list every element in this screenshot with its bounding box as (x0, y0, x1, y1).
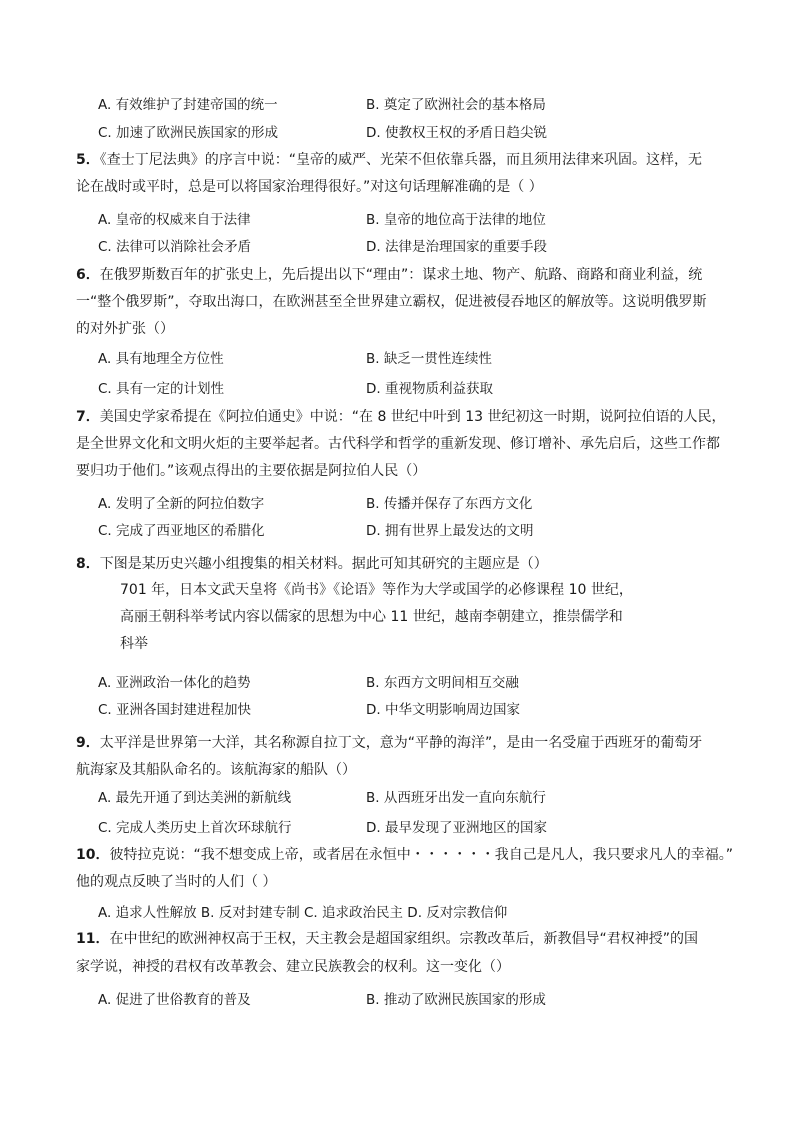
q10-number: 10． (76, 847, 110, 863)
q5-option-d: D. 法律是治理国家的重要手段 (366, 239, 547, 255)
q5-number: 5． (76, 152, 100, 168)
q8-material-line2: 高丽王朝科举考试内容以儒家的思想为中心 11 世纪，越南李朝建立，推崇儒学和 (120, 609, 623, 625)
q8-option-a: A. 亚洲政治一体化的趋势 (98, 675, 251, 691)
q5-stem-line2: 论在战时或平时，总是可以将国家治理得很好。”对这句话理解准确的是（ ） (76, 179, 543, 195)
q9-stem-line2: 航海家及其船队命名的。该航海家的船队（） (76, 762, 356, 778)
q5-stem-line1: 5．《查士丁尼法典》的序言中说：“皇帝的威严、光荣不但依靠兵器，而且须用法律来巩固。这样，无 (76, 152, 703, 168)
q6-option-c: C. 具有一定的计划性 (98, 381, 225, 397)
q10-stem-line2: 他的观点反映了当时的人们（ ） (76, 874, 277, 890)
q11-option-a: A. 促进了世俗教育的普及 (98, 992, 251, 1008)
q9-option-d: D. 最早发现了亚洲地区的国家 (366, 820, 547, 836)
q8-stem-line1: 8．下图是某历史兴趣小组搜集的相关材料。据此可知其研究的主题应是（） (76, 556, 548, 572)
q7-stem-line1: 7．美国史学家希提在《阿拉伯通史》中说：“在 8 世纪中叶到 13 世纪初这一时期，说阿拉伯语的人民， (76, 409, 726, 425)
q8-option-b: B. 东西方文明间相互交融 (366, 675, 519, 691)
q9-number: 9． (76, 735, 100, 751)
q7-stem-line3: 要归功于他们。”该观点得出的主要依据是阿拉伯人民（） (76, 463, 427, 479)
q5-option-a: A. 皇帝的权威来自于法律 (98, 212, 251, 228)
q6-stem-line2: 一“整个俄罗斯”，夺取出海口，在欧洲甚至全世界建立霸权，促进被侵吞地区的解放等。这说明俄罗斯 (76, 294, 707, 310)
q4-option-d: D. 使教权王权的矛盾日趋尖锐 (366, 125, 547, 141)
q6-stem-line1: 6．在俄罗斯数百年的扩张史上，先后提出以下“理由”：谋求土地、物产、航路、商路和商业利益，统 (76, 267, 703, 283)
q11-number: 11． (76, 931, 110, 947)
q6-stem-line3: 的对外扩张（） (76, 321, 174, 337)
q6-option-d: D. 重视物质利益获取 (366, 381, 493, 397)
q8-option-d: D. 中华文明影响周边国家 (366, 702, 520, 718)
q7-option-d: D. 拥有世界上最发达的文明 (366, 523, 534, 539)
q9-option-b: B. 从西班牙出发一直向东航行 (366, 790, 546, 806)
q8-option-c: C. 亚洲各国封建进程加快 (98, 702, 252, 718)
q9-stem-line1: 9．太平洋是世界第一大洋，其名称源自拉丁文，意为“平静的海洋”，是由一名受雇于西班牙的葡萄牙 (76, 735, 703, 751)
q10-stem-line1: 10．彼特拉克说：“我不想变成上帝，或者居在永恒中・・・・・・我自己是凡人，我只要求凡人的幸福。” (76, 847, 733, 863)
q7-number: 7． (76, 409, 100, 425)
q6-option-b: B. 缺乏一贯性连续性 (366, 351, 492, 367)
q7-option-b: B. 传播并保存了东西方文化 (366, 496, 533, 512)
q9-option-a: A. 最先开通了到达美洲的新航线 (98, 790, 292, 806)
q5-option-c: C. 法律可以消除社会矛盾 (98, 239, 252, 255)
q11-stem-line1: 11．在中世纪的欧洲神权高于王权，天主教会是超国家组织。宗教改革后，新教倡导“君权神授”的国 (76, 931, 698, 947)
q6-option-a: A. 具有地理全方位性 (98, 351, 224, 367)
q8-material-line1: 701 年，日本文武天皇将《尚书》《论语》等作为大学或国学的必修课程 10 世纪， (120, 582, 633, 598)
q8-material-line3: 科举 (120, 636, 148, 652)
q9-option-c: C. 完成人类历史上首次环球航行 (98, 820, 292, 836)
q11-option-b: B. 推动了欧洲民族国家的形成 (366, 992, 546, 1008)
q11-stem-line2: 家学说，神授的君权有改革教会、建立民族教会的权利。这一变化（） (76, 959, 510, 975)
q5-option-b: B. 皇帝的地位高于法律的地位 (366, 212, 546, 228)
q8-number: 8． (76, 556, 100, 572)
q7-stem-line2: 是全世界文化和文明火炬的主要举起者。古代科学和哲学的重新发现、修订增补、承先启后，这些工作都 (76, 436, 720, 452)
q4-option-c: C. 加速了欧洲民族国家的形成 (98, 125, 279, 141)
q4-option-a: A. 有效维护了封建帝国的统一 (98, 97, 278, 113)
q7-option-c: C. 完成了西亚地区的希腊化 (98, 523, 265, 539)
q7-option-a: A. 发明了全新的阿拉伯数字 (98, 496, 265, 512)
q10-options: A. 追求人性解放 B. 反对封建专制 C. 追求政治民主 D. 反对宗教信仰 (98, 905, 508, 921)
q4-option-b: B. 奠定了欧洲社会的基本格局 (366, 97, 546, 113)
q6-number: 6． (76, 267, 100, 283)
